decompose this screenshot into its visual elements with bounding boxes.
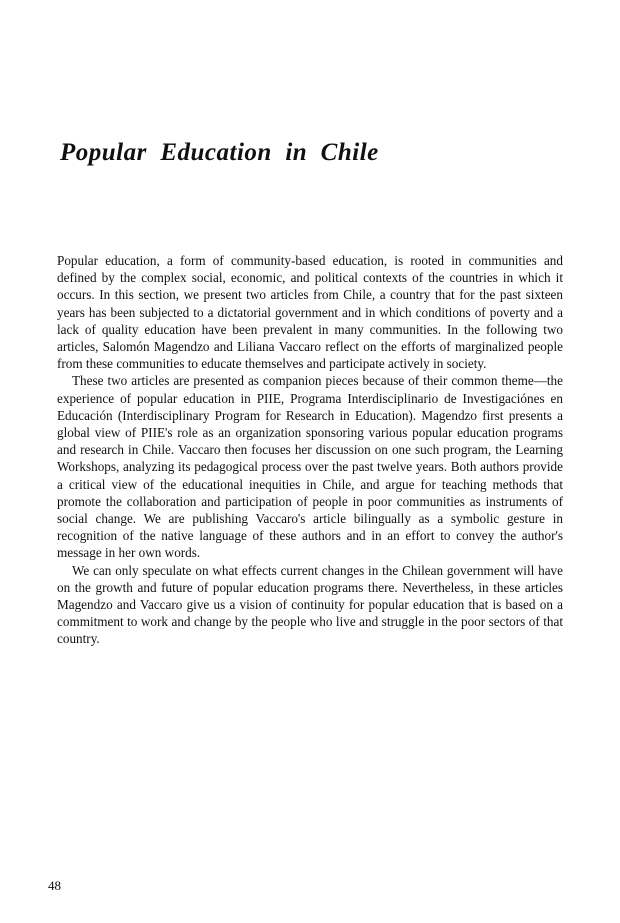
paragraph-2: These two articles are presented as companion pieces because of their common theme—the experience of popular education in PIIE, Programa Interdisciplinario de Investigaciónes en Educación (Interdisciplinary Program for Research in Education). Magendzo first presents a global view of PIIE's role as an organization sponsoring various popular education programs and research in Chile. Vaccaro then focuses her discussion on one such program, the Learning Workshops, analyzing its pedagogical process over the past twelve years. Both authors provide a critical view of the educational inequities in Chile, and argue for teaching methods that promote the collaboration and participation of people in poor communities as instruments of social change. We are publishing Vaccaro's article bilingually as a symbolic gesture in recognition of the native language of these authors and in an effort to convey the author's message in her own words. bbox=[57, 373, 563, 561]
page-number: 48 bbox=[48, 878, 61, 893]
paragraph-1: Popular education, a form of community-based education, is rooted in communities and defined by the complex social, economic, and political contexts of the countries in which it occurs. In this section, we present two articles from Chile, a country that for the past sixteen years has been subjected to a dictatorial government and in which conditions of poverty and a lack of quality education have been prevalent in many communities. In the following two articles, Salomón Magendzo and Liliana Vaccaro reflect on the efforts of marginalized people from these communities to educate themselves and participate actively in society. bbox=[57, 253, 563, 372]
page-title: Popular Education in Chile bbox=[60, 138, 379, 166]
article-body bbox=[57, 252, 563, 648]
paragraph-3: We can only speculate on what effects current changes in the Chilean government will have on the growth and future of popular education programs there. Nevertheless, in these articles Magendzo and Vaccaro give us a vision of continuity for popular education that is based on a commitment to work and change by the people who live and struggle in the poor sectors of that country. bbox=[57, 562, 563, 647]
